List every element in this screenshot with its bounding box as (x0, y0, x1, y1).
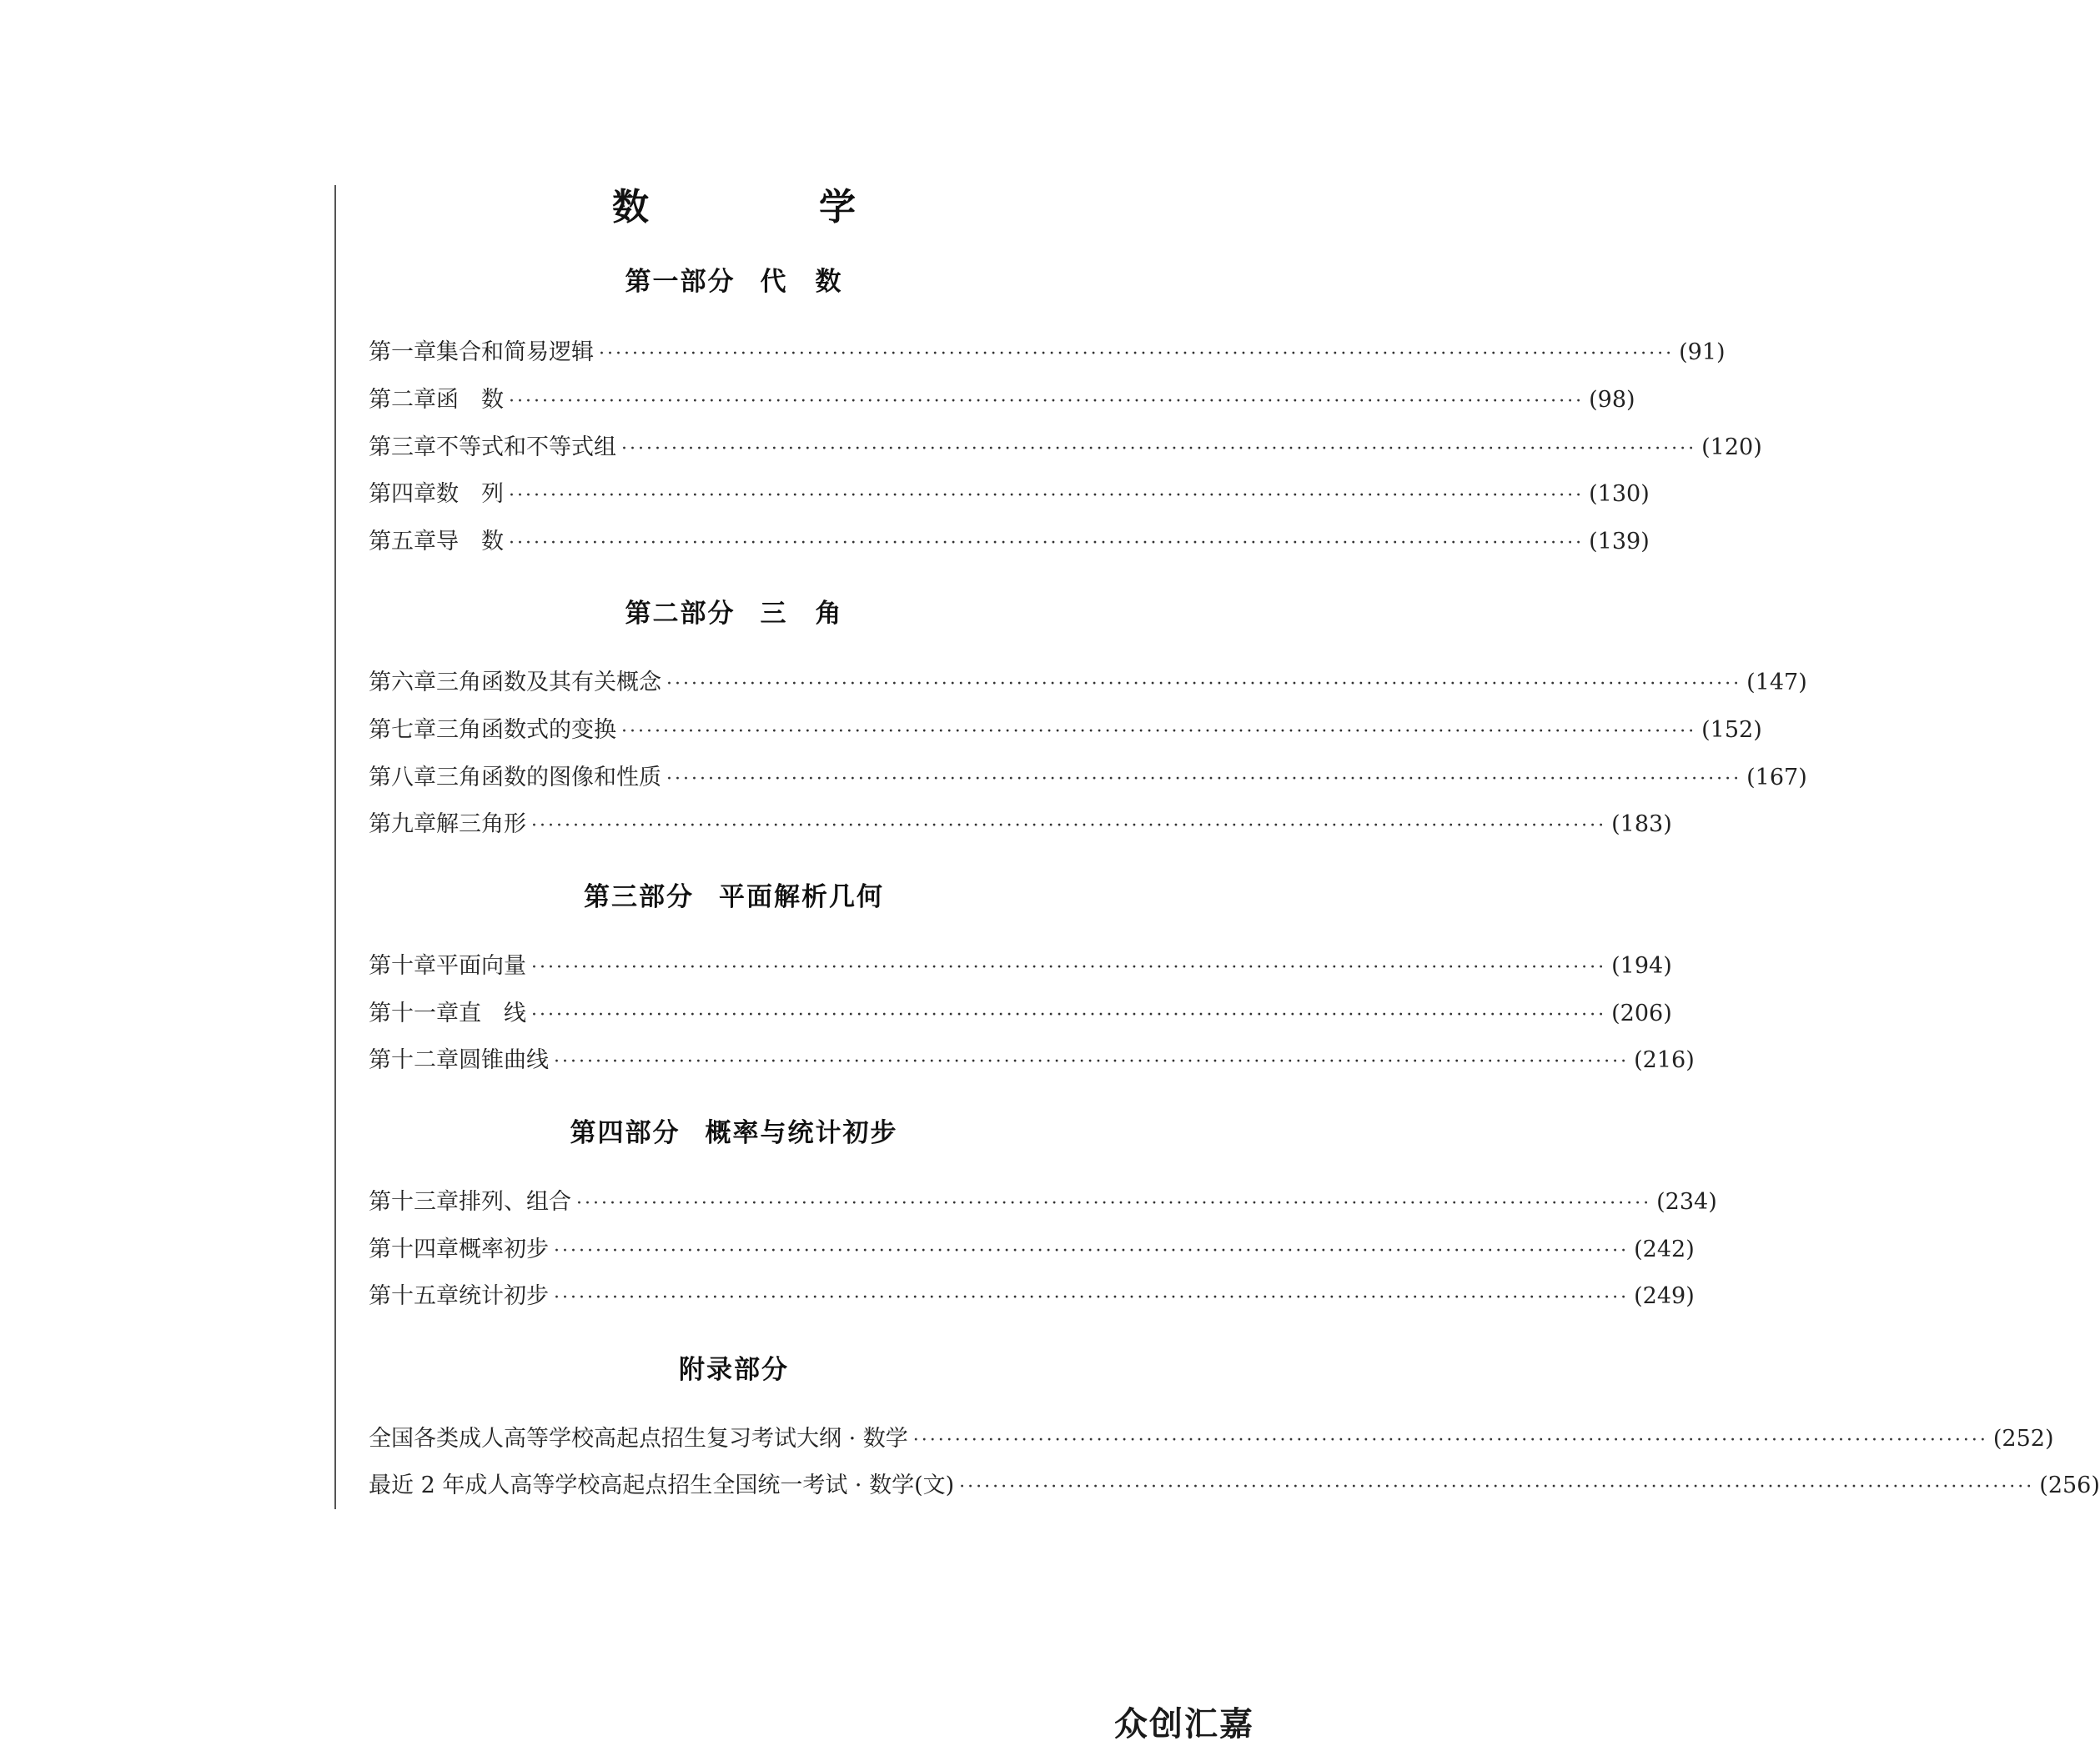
part-label: 附录部分 (679, 1355, 789, 1385)
page-number: (120) (1701, 434, 1762, 460)
page-number: (234) (1656, 1189, 1717, 1215)
toc-entry[interactable] (369, 1041, 1695, 1075)
part-name: 代 数 (760, 267, 843, 297)
page-number: (249) (1634, 1283, 1695, 1309)
part-name: 概率与统计初步 (705, 1118, 898, 1148)
page-number: (98) (1589, 387, 1635, 413)
dot-leader: ································································································································· (621, 439, 1697, 459)
chapter-title: 圆锥曲线 (459, 1047, 549, 1073)
dot-leader: ································································································································· (509, 485, 1585, 506)
page-title: 数 学 (612, 186, 922, 228)
dot-leader: ································································································································· (599, 344, 1675, 364)
chapter-number: 第三章 (369, 434, 436, 460)
part-name: 平面解析几何 (719, 882, 884, 912)
part-label: 第三部分 (584, 882, 694, 912)
chapter-number: 第十二章 (369, 1047, 459, 1073)
chapter-number: 第十三章 (369, 1189, 459, 1215)
part-heading (367, 1111, 1101, 1149)
toc-entry[interactable] (369, 334, 1726, 367)
chapter-number: 第十五章 (369, 1283, 459, 1309)
chapter-title: 集合和简易逻辑 (436, 339, 594, 365)
dot-leader: ································································································································· (531, 957, 1607, 978)
toc-entry[interactable] (369, 429, 1762, 462)
toc-entry[interactable] (369, 1467, 2100, 1500)
toc-entry[interactable] (369, 1420, 2054, 1453)
dot-leader: ································································································································· (666, 769, 1742, 790)
chapter-number: 第五章 (369, 529, 436, 554)
chapter-number: 第十章 (369, 953, 436, 979)
toc-entry[interactable] (369, 947, 1672, 981)
appendix-title: 全国各类成人高等学校高起点招生复习考试大纲 · 数学 (369, 1426, 908, 1452)
chapter-title: 函 数 (436, 387, 504, 413)
page-number: (216) (1634, 1047, 1695, 1073)
toc-entry[interactable] (369, 759, 1807, 792)
dot-leader: ································································································································· (912, 1430, 1988, 1451)
chapter-title: 导 数 (436, 529, 504, 554)
dot-leader: ································································································································· (509, 391, 1585, 412)
chapter-title: 概率初步 (459, 1237, 549, 1262)
part-heading (367, 1348, 1101, 1386)
chapter-title: 平面向量 (436, 953, 526, 979)
dot-leader: ································································································································· (554, 1241, 1630, 1262)
page-number: (242) (1634, 1237, 1695, 1262)
chapter-number: 第八章 (369, 765, 436, 790)
toc-entry[interactable] (369, 1183, 1717, 1217)
dot-leader: ································································································································· (509, 533, 1585, 554)
toc-entry[interactable] (369, 711, 1762, 745)
chapter-title: 统计初步 (459, 1283, 549, 1309)
chapter-number: 第六章 (369, 670, 436, 695)
chapter-number: 第九章 (369, 811, 436, 837)
toc-entry[interactable] (369, 664, 1807, 697)
dot-leader: ································································································································· (576, 1193, 1652, 1214)
part-heading (367, 260, 1101, 298)
page-number: (183) (1611, 811, 1672, 837)
toc-entry[interactable] (369, 523, 1650, 556)
page-number: (152) (1701, 717, 1762, 743)
chapter-title: 不等式和不等式组 (436, 434, 616, 460)
toc-entry[interactable] (369, 805, 1672, 839)
chapter-title: 数 列 (436, 481, 504, 507)
appendix-title: 最近 2 年成人高等学校高起点招生全国统一考试 · 数学(文) (369, 1473, 955, 1498)
page-number: (252) (1992, 1426, 2054, 1452)
toc-entry[interactable] (369, 475, 1650, 509)
page-number: (206) (1611, 1001, 1672, 1026)
page-number: (147) (1746, 670, 1807, 695)
chapter-title: 三角函数的图像和性质 (436, 765, 661, 790)
dot-leader: ································································································································· (531, 815, 1607, 836)
toc-entry[interactable] (369, 381, 1635, 414)
toc-entry[interactable] (369, 995, 1672, 1028)
dot-leader: ································································································································· (554, 1287, 1630, 1308)
chapter-number: 第十一章 (369, 1001, 459, 1026)
page-number: (130) (1589, 481, 1650, 507)
chapter-title: 解三角形 (436, 811, 526, 837)
dot-leader: ································································································································· (531, 1005, 1607, 1026)
page-number: (256) (2039, 1473, 2100, 1498)
dot-leader: ································································································································· (666, 674, 1742, 695)
page-number: (194) (1611, 953, 1672, 979)
page-number: (167) (1746, 765, 1807, 790)
part-label: 第一部分 (625, 267, 736, 297)
chapter-number: 第二章 (369, 387, 436, 413)
dot-leader: ································································································································· (959, 1477, 2035, 1498)
chapter-number: 第四章 (369, 481, 436, 507)
watermark-logo: 众创汇嘉 (1114, 1705, 1254, 1743)
part-heading (367, 592, 1101, 630)
page-number: (139) (1589, 529, 1650, 554)
dot-leader: ································································································································· (621, 721, 1697, 742)
dot-leader: ································································································································· (554, 1051, 1630, 1072)
chapter-title: 直 线 (459, 1001, 526, 1026)
chapter-title: 三角函数及其有关概念 (436, 670, 661, 695)
part-heading (367, 876, 1101, 913)
part-name: 三 角 (760, 599, 843, 629)
toc-entry[interactable] (369, 1277, 1695, 1311)
chapter-title: 三角函数式的变换 (436, 717, 616, 743)
part-label: 第二部分 (625, 599, 736, 629)
chapter-title: 排列、组合 (459, 1189, 571, 1215)
part-label: 第四部分 (570, 1118, 681, 1148)
page-number: (91) (1679, 339, 1726, 365)
chapter-number: 第一章 (369, 339, 436, 365)
chapter-number: 第七章 (369, 717, 436, 743)
chapter-number: 第十四章 (369, 1237, 459, 1262)
margin-rule (334, 185, 336, 1509)
toc-entry[interactable] (369, 1231, 1695, 1264)
